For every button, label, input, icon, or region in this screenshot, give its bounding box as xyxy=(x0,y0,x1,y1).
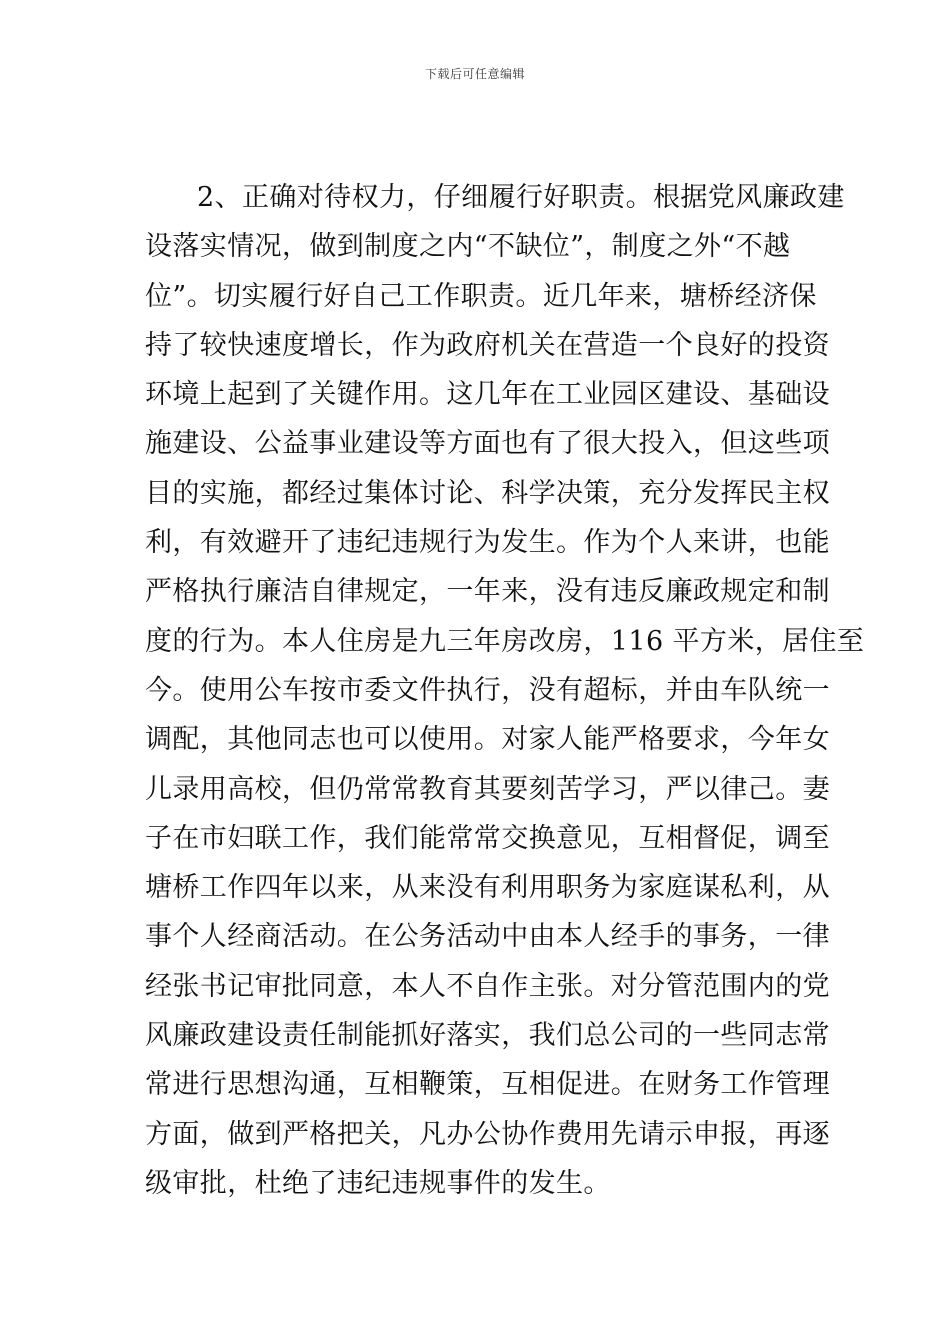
paragraph-line: 儿录用高校，但仍常常教育其要刻苦学习，严以律己。妻 xyxy=(145,773,830,805)
page-header-note: 下载后可任意编辑 xyxy=(424,67,525,81)
paragraph-line: 方面，做到严格把关，凡办公协作费用先请示申报，再逐 xyxy=(145,1118,830,1150)
paragraph-line: 事个人经商活动。在公务活动中由本人经手的事务，一律 xyxy=(145,921,830,953)
paragraph-line: 严格执行廉洁自律规定，一年来，没有违反廉政规定和制 xyxy=(145,576,830,608)
document-body xyxy=(145,178,865,1213)
paragraph-line: 风廉政建设责任制能抓好落实，我们总公司的一些同志常 xyxy=(145,1020,830,1052)
paragraph-line: 常进行思想沟通，互相鞭策，互相促进。在财务工作管理 xyxy=(145,1069,830,1101)
paragraph-line: 利，有效避开了违纪违规行为发生。作为个人来讲，也能 xyxy=(145,527,830,559)
paragraph-line: 施建设、公益事业建设等方面也有了很大投入，但这些项 xyxy=(145,428,830,460)
paragraph-line: 设落实情况，做到制度之内“不缺位”，制度之外“不越 xyxy=(145,231,791,263)
paragraph-line: 持了较快速度增长，作为政府机关在营造一个良好的投资 xyxy=(145,329,830,361)
paragraph-line: 调配，其他同志也可以使用。对家人能严格要求，今年女 xyxy=(145,724,830,756)
paragraph-line: 目的实施，都经过集体讨论、科学决策，充分发挥民主权 xyxy=(145,477,830,509)
paragraph-line: 环境上起到了关键作用。这几年在工业园区建设、基础设 xyxy=(145,379,830,411)
paragraph-line: 2、正确对待权力，仔细履行好职责。根据党风廉政建 xyxy=(197,182,845,213)
paragraph-line: 经张书记审批同意，本人不自作主张。对分管范围内的党 xyxy=(145,970,830,1002)
paragraph-line: 塘桥工作四年以来，从来没有利用职务为家庭谋私利，从 xyxy=(145,872,830,904)
paragraph-line: 级审批，杜绝了违纪违规事件的发生。 xyxy=(145,1167,611,1199)
paragraph-line: 位”。切实履行好自己工作职责。近几年来，塘桥经济保 xyxy=(145,280,817,312)
paragraph-line: 度的行为。本人住房是九三年房改房，116 平方米，居住至 xyxy=(145,625,865,657)
paragraph-line: 子在市妇联工作，我们能常常交换意见，互相督促，调至 xyxy=(145,822,830,854)
paragraph-line: 今。使用公车按市委文件执行，没有超标，并由车队统一 xyxy=(145,674,830,706)
